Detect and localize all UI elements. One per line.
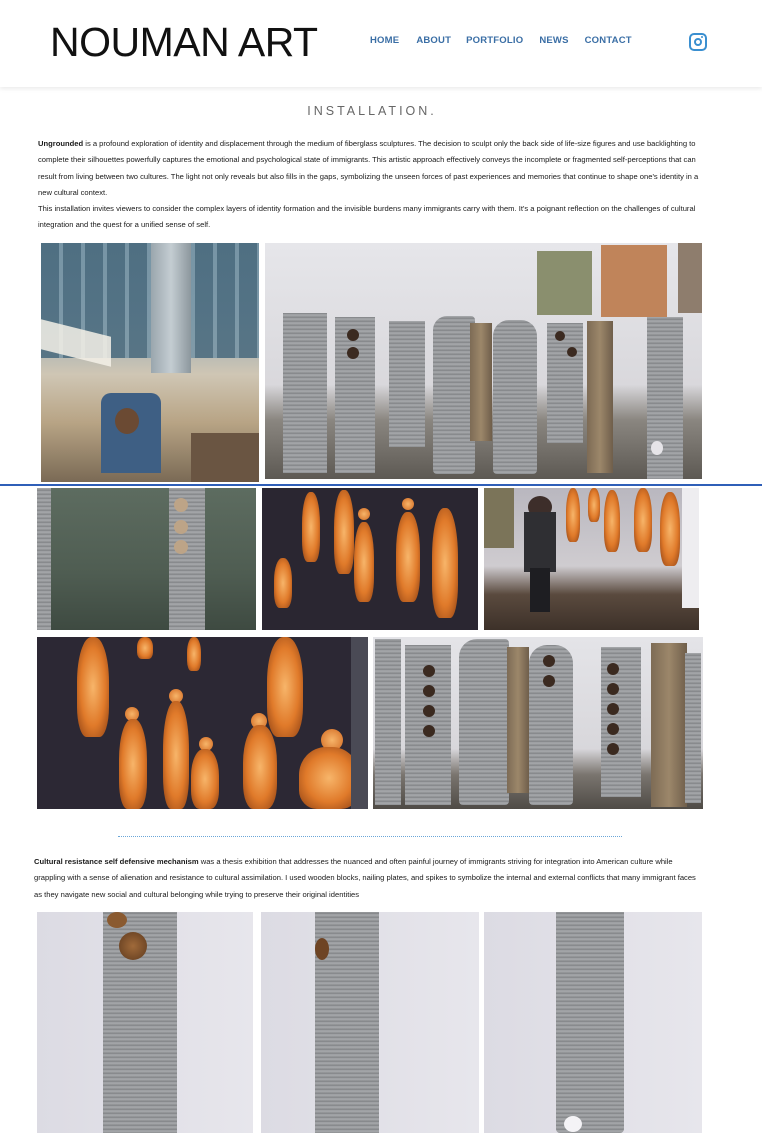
photo-columns-installation-2[interactable] [373, 637, 703, 809]
photo-column-detail[interactable] [37, 488, 256, 630]
intro-paragraph [38, 136, 708, 234]
photo-column-closeup-2[interactable] [261, 912, 479, 1133]
nav-about[interactable]: ABOUT [416, 35, 452, 46]
photo-backlit-figures-2[interactable] [37, 637, 368, 809]
site-header [0, 0, 762, 87]
photo-backlit-figures-1[interactable] [262, 488, 478, 630]
intro-text-1: is a profound exploration of identity and displacement through the medium of fiberglass sculptures. The decision to sculpt only the back side of life-size figures and use backlighting to complete their silhouettes powerfully captures the emotional and psychological state of immigrants. This artistic approach effectively conveys the incomplete or fragmented self-perceptions that can result from living between two cultures. The light not only reveals but also fills in the gaps, symbolizing the unseen forces of past experiences and memories that continue to shape one's identity in a new cultural context. [38, 139, 699, 197]
nav-home[interactable]: HOME [370, 35, 400, 46]
accent-divider-line [0, 484, 762, 486]
second-paragraph [34, 854, 704, 903]
photo-columns-installation-1[interactable] [265, 243, 702, 479]
intro-text-2: This installation invites viewers to consider the complex layers of identity formation and the invisible burdens many immigrants carry with them. It's a poignant reflection on the challenges of cultural integration and the quest for a unified sense of self. [38, 204, 696, 230]
nav-portfolio[interactable]: PORTFOLIO [466, 35, 524, 46]
second-text: was a thesis exhibition that addresses the nuanced and often painful journey of immigrants striving for integration into American culture while grappling with a sense of alienation and resistance to cultural assimilation. I used wooden blocks, nailing plates, and spikes to symbolize the internal and external conflicts that many immigrant faces as they navigate new social and cultural belonging while trying to preserve their original identities [34, 857, 696, 899]
nav-contact[interactable]: CONTACT [584, 35, 632, 46]
site-logo[interactable]: NOUMAN ART [50, 19, 318, 65]
second-bold-title: Cultural resistance self defensive mechanism [34, 857, 199, 866]
section-divider [118, 836, 622, 837]
photo-artist-with-figures[interactable] [484, 488, 699, 630]
photo-artist-in-studio[interactable] [41, 243, 259, 482]
main-nav [370, 35, 632, 46]
photo-column-closeup-3[interactable] [484, 912, 702, 1133]
photo-column-closeup-1[interactable] [37, 912, 253, 1133]
nav-news[interactable]: NEWS [539, 35, 569, 46]
instagram-icon[interactable] [689, 33, 707, 51]
intro-bold-title: Ungrounded [38, 139, 84, 148]
section-title: INSTALLATION. [307, 104, 437, 118]
